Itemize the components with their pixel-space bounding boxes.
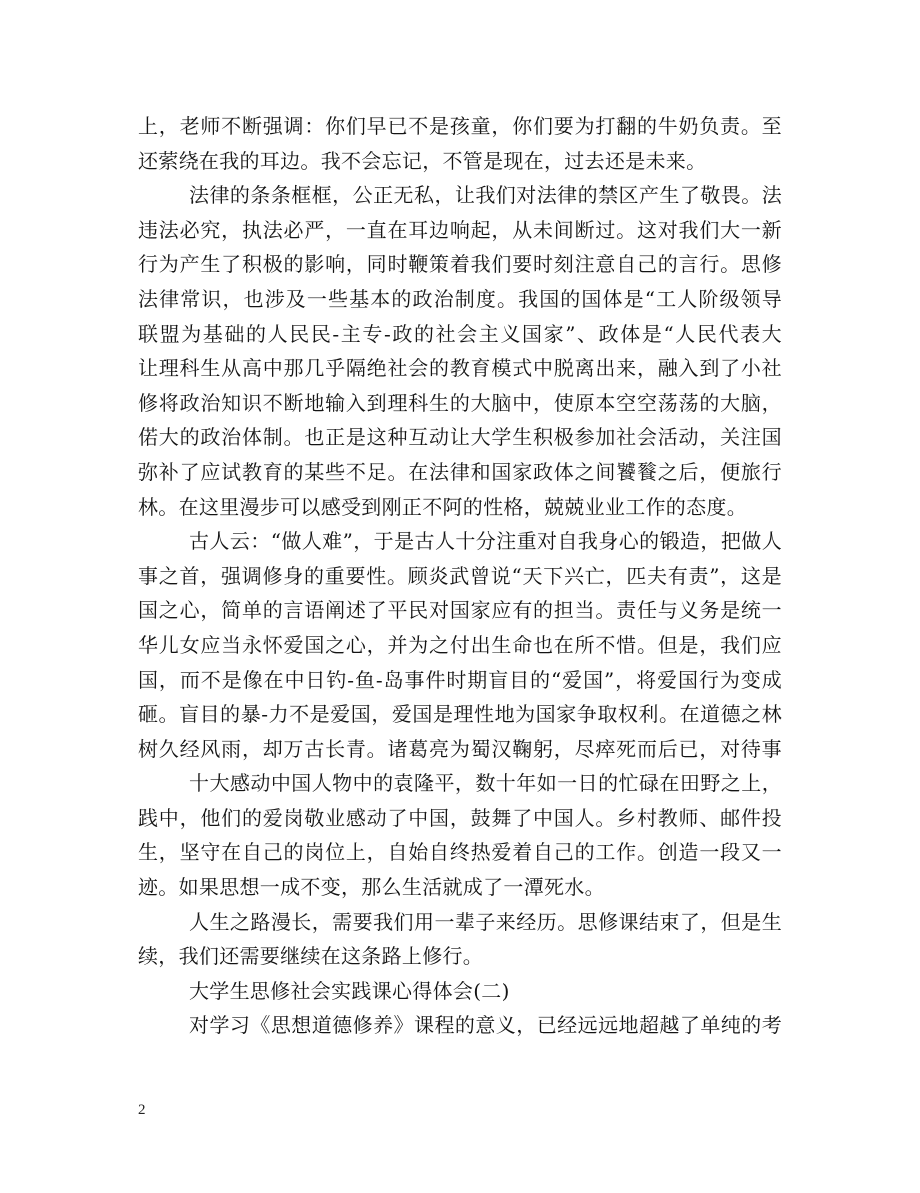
text-line: 上，老师不断强调：你们早已不是孩童，你们要为打翻的牛奶负责。至	[138, 114, 782, 138]
text-line: 弥补了应试教育的某些不足。在法律和国家政体之间饕餮之后，便旅行	[138, 459, 782, 484]
text-line: 事之首，强调修身的重要性。顾炎武曾说“天下兴亡，匹夫有责”，这是	[138, 563, 782, 588]
text-line: 还萦绕在我的耳边。我不会忘记，不管是现在，过去还是未来。	[138, 148, 707, 173]
text-line: 对学习《思想道德修养》课程的意义，已经远远地超越了单纯的考	[189, 1013, 782, 1038]
text-line: 违法必究，执法必严，一直在耳边响起，从未间断过。这对我们大一新	[138, 217, 782, 242]
text-line: 国之心，简单的言语阐述了平民对国家应有的担当。责任与义务是统一	[138, 598, 782, 623]
text-line: 华儿女应当永怀爱国之心，并为之付出生命也在所不惜。但是，我们应	[138, 632, 782, 657]
text-line: 践中，他们的爱岗敬业感动了中国，鼓舞了中国人。乡村教师、邮件投	[138, 805, 782, 830]
text-line: 树久经风雨，却万古长青。诸葛亮为蜀汉鞠躬，尽瘁死而后已，对待事	[138, 736, 782, 761]
document-body	[138, 109, 782, 1043]
text-line: 让理科生从高中那几乎隔绝社会的教育模式中脱离出来，融入到了小社	[138, 356, 782, 381]
text-line: 国，而不是像在中日钓-鱼-岛事件时期盲目的“爱国”，将爱国行为变成	[138, 667, 782, 692]
text-line: 续，我们还需要继续在这条路上修行。	[138, 944, 484, 969]
page-number: 2	[138, 1102, 146, 1118]
text-line: 人生之路漫长，需要我们用一辈子来经历。思修课结束了，但是生	[189, 909, 782, 934]
text-line: 林。在这里漫步可以感受到刚正不阿的性格，兢兢业业工作的态度。	[138, 494, 747, 519]
text-line: 古人云：“做人难”，于是古人十分注重对自我身心的锻造，把做人	[189, 529, 782, 554]
text-line: 法律常识，也涉及一些基本的政治制度。我国的国体是“工人阶级领导	[138, 286, 782, 311]
text-line: 十大感动中国人物中的袁隆平，数十年如一日的忙碌在田野之上，	[189, 771, 782, 796]
text-line: 砸。盲目的暴-力不是爱国，爱国是理性地为国家争取权利。在道德之林	[138, 702, 782, 727]
text-line: 偌大的政治体制。也正是这种互动让大学生积极参加社会活动，关注国	[138, 425, 782, 450]
text-line: 迹。如果思想一成不变，那么生活就成了一潭死水。	[138, 875, 605, 900]
text-line: 修将政治知识不断地输入到理科生的大脑中，使原本空空荡荡的大脑，	[138, 390, 782, 415]
text-line: 行为产生了积极的影响，同时鞭策着我们要时刻注意自己的言行。思修	[138, 252, 782, 277]
text-line: 法律的条条框框，公正无私，让我们对法律的禁区产生了敬畏。法	[189, 183, 782, 208]
text-line: 大学生思修社会实践课心得体会(二)	[189, 978, 510, 1003]
text-line: 生，坚守在自己的岗位上，自始自终热爱着自己的工作。创造一段又一	[138, 840, 782, 865]
text-line: 联盟为基础的人民民-主专-政的社会主义国家”、政体是“人民代表大	[138, 321, 782, 346]
